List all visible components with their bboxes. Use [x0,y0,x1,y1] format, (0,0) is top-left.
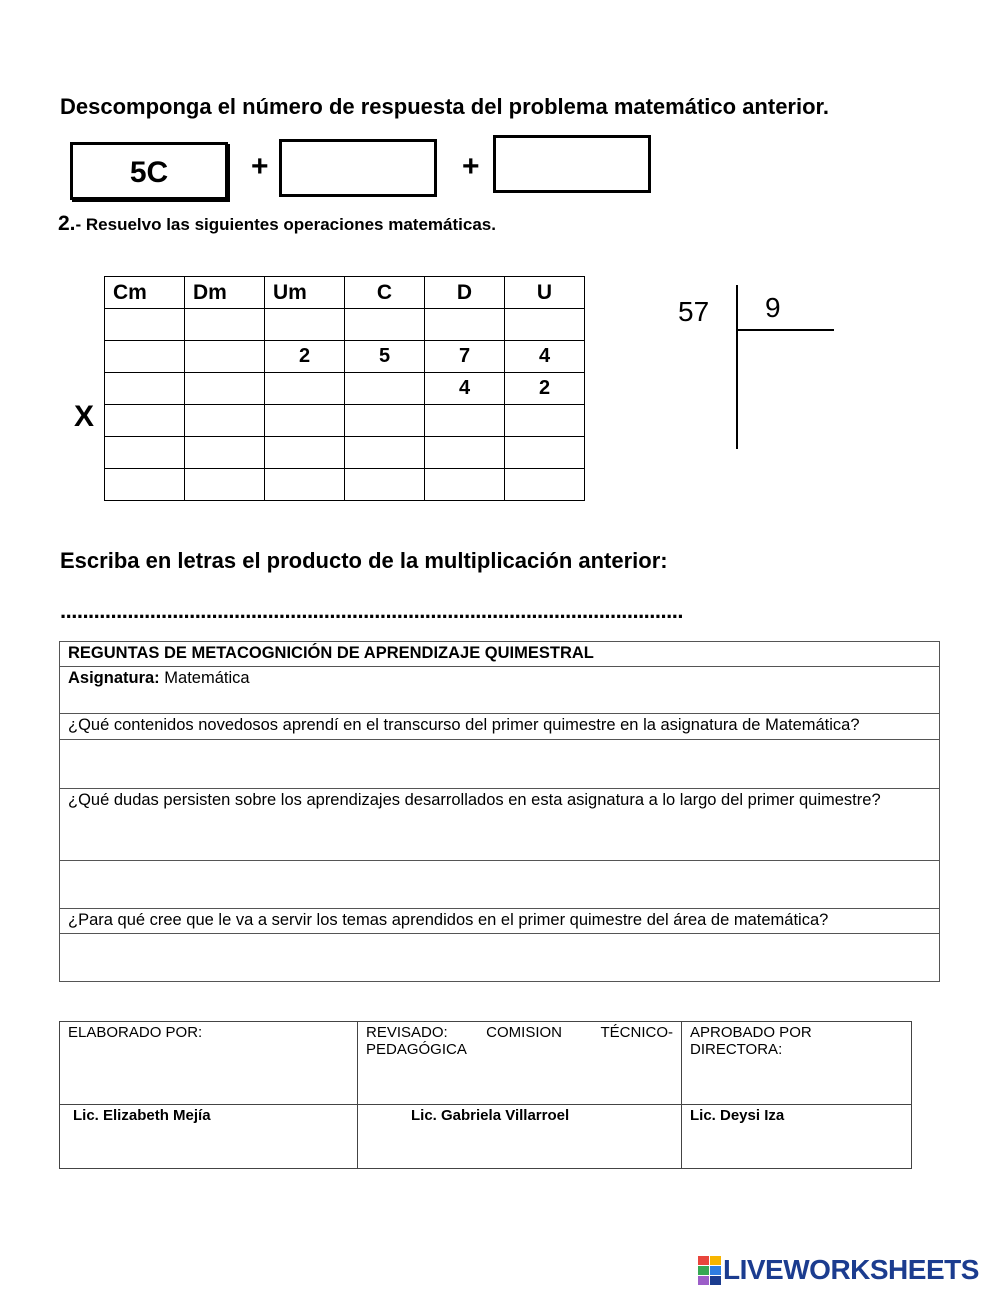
table-cell[interactable] [105,373,185,405]
table-cell[interactable] [505,469,585,501]
table-cell[interactable] [425,469,505,501]
table-cell: 4 [425,373,505,405]
plus-sign: + [462,150,480,183]
table-cell: 2 [265,341,345,373]
elaborado-label: ELABORADO POR: [60,1022,358,1105]
table-cell[interactable] [105,341,185,373]
header-cell: Dm [185,277,265,309]
table-cell[interactable] [265,469,345,501]
table-cell: 7 [425,341,505,373]
question-2-text: - Resuelvo las siguientes operaciones matemáticas. [75,215,496,234]
table-cell[interactable] [345,373,425,405]
revisado-name: Lic. Gabriela Villarroel [358,1105,682,1169]
liveworksheets-logo [698,1254,979,1286]
subject-label: Asignatura: [68,669,160,687]
question-2-number: 2. [58,212,76,235]
header-cell: U [505,277,585,309]
table-cell: 5 [345,341,425,373]
revisado-word-4: PEDAGÓGICA [366,1041,467,1058]
table-cell[interactable] [265,405,345,437]
write-in-words-heading: Escriba en letras el producto de la multiplicación anterior: [60,548,668,573]
division-bracket-vertical [736,285,738,449]
decomposition-box-2[interactable] [279,139,437,197]
decomposition-box-3[interactable] [493,135,651,193]
table-cell[interactable] [185,373,265,405]
place-value-table [104,276,585,501]
metacognition-table [59,641,940,982]
question-2-meta: ¿Qué dudas persisten sobre los aprendizajes desarrollados en esta asignatura a lo largo del primer quimestre? [60,789,940,861]
question-1: ¿Qué contenidos novedosos aprendí en el transcurso del primer quimestre en la asignatura de Matemática? [60,714,940,740]
metacognition-title: REGUNTAS DE METACOGNICIÓN DE APRENDIZAJE QUIMESTRAL [60,642,940,667]
header-cell: D [425,277,505,309]
dividend: 57 [678,296,710,327]
table-cell[interactable] [425,309,505,341]
multiply-sign: X [74,400,95,433]
table-cell[interactable] [265,373,345,405]
table-cell: 2 [505,373,585,405]
table-cell[interactable] [185,469,265,501]
table-cell[interactable] [185,341,265,373]
header-cell: Um [265,277,345,309]
table-cell[interactable] [505,309,585,341]
elaborado-name: Lic. Elizabeth Mejía [60,1105,358,1169]
table-cell[interactable] [425,437,505,469]
decompose-heading: Descomponga el número de respuesta del problema matemático anterior. [60,94,830,119]
answer-line[interactable]: ............................................................................................................... [60,598,683,623]
question-3: ¿Para qué cree que le va a servir los temas aprendidos en el primer quimestre del área de matemática? [60,909,940,934]
table-cell[interactable] [265,309,345,341]
revisado-word-1: REVISADO: [366,1024,448,1041]
table-cell[interactable] [105,437,185,469]
plus-sign: + [251,150,269,183]
table-cell[interactable] [505,437,585,469]
answer-1-field[interactable] [60,740,940,789]
subject-row [60,667,940,714]
decomposition-box-1-value: 5C [129,156,169,189]
aprobado-name: Lic. Deysi Iza [682,1105,912,1169]
table-cell[interactable] [425,405,505,437]
revisado-word-2: COMISION [486,1024,563,1041]
table-cell: 4 [505,341,585,373]
answer-3-field[interactable] [60,934,940,982]
table-cell[interactable] [185,309,265,341]
table-cell[interactable] [105,309,185,341]
subject-value: Matemática [164,669,250,687]
table-cell[interactable] [345,405,425,437]
divisor: 9 [765,292,781,323]
revisado-word-3: TÉCNICO- [600,1024,673,1041]
table-cell[interactable] [505,405,585,437]
decomposition-box-1[interactable] [70,142,228,200]
signature-table [59,1021,912,1169]
question-2 [58,212,496,236]
division-bracket-horizontal [737,329,834,331]
header-cell: Cm [105,277,185,309]
table-cell[interactable] [345,437,425,469]
table-cell[interactable] [345,309,425,341]
logo-text: LIVEWORKSHEETS [723,1254,979,1285]
table-cell[interactable] [265,437,345,469]
table-cell[interactable] [345,469,425,501]
table-cell[interactable] [185,437,265,469]
header-cell: C [345,277,425,309]
table-cell[interactable] [105,469,185,501]
table-cell[interactable] [185,405,265,437]
aprobado-label: APROBADO POR DIRECTORA: [682,1022,912,1105]
table-cell[interactable] [105,405,185,437]
logo-cube-icon [698,1256,720,1284]
revisado-label [358,1022,682,1105]
answer-2-field[interactable] [60,861,940,909]
